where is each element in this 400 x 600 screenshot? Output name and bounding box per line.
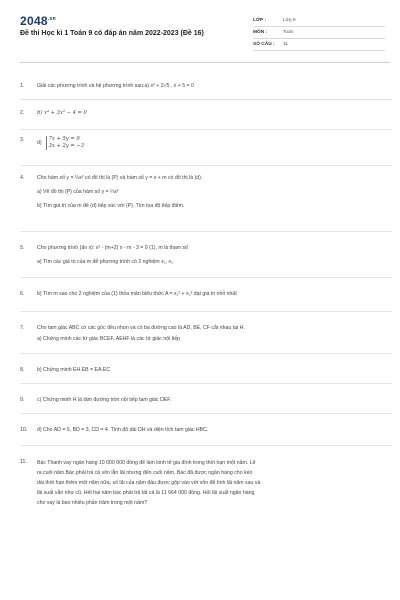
question-item	[20, 384, 392, 414]
meta-key: LỚP :	[253, 18, 267, 23]
question-text: b) x⁴ + 3x² − 4 = 0	[37, 110, 87, 116]
question-number: 2.	[20, 110, 25, 116]
meta-row-class	[253, 15, 385, 27]
question-text: a) Tìm các giá trị của m để phương trình có 2 nghiệm x₁, x₂	[37, 259, 173, 265]
question-item	[20, 76, 392, 100]
meta-key: SỐ CÂU :	[253, 42, 275, 47]
question-text: Cho tam giác ABC có các góc đều nhọn và có ba đường cao là AD, BE, CF cắt nhau tại H.	[37, 325, 245, 331]
question-number: 1.	[20, 83, 25, 89]
question-text: Bác Thanh vay ngân hàng 10 000 000 đồng để làm kinh tế gia đình trong thời hạn một năm. Lẽ	[37, 460, 256, 466]
logo-text: 2048	[20, 14, 48, 28]
meta-row-count	[253, 39, 385, 51]
question-text: lãi suất vẫn như cũ. Hết hai năm bác phải trả tất cả là 11 664 000 đồng. Hỏi lãi suất ngân hàng	[37, 490, 255, 496]
equation-line: 7x + 5y = 9	[48, 136, 80, 142]
question-number: 9.	[20, 397, 25, 403]
question-number: 10.	[20, 427, 28, 433]
question-item	[20, 232, 392, 278]
question-text: cho vay là bao nhiêu phần trăm trong một năm?	[37, 500, 148, 506]
question-item	[20, 312, 392, 354]
question-item	[20, 354, 392, 384]
equation-line: 3x + 2y = −3	[48, 143, 85, 149]
logo-suffix: .vn	[47, 16, 57, 22]
question-item	[20, 278, 392, 312]
question-number: 11.	[20, 459, 27, 465]
question-text: Giải các phương trình và hệ phương trình sau:a) x² + 2√5 . x + 5 = 0	[37, 83, 194, 89]
equation-system	[46, 136, 84, 150]
meta-value: Toán	[283, 30, 294, 35]
question-text: Cho phương trình (ẩn x): x² - (m+2) x - m - 3 = 0 (1), m là tham số	[37, 245, 189, 251]
meta-value: 11	[283, 42, 288, 47]
question-text: b) Chứng minh EH.EB = EA.EC	[37, 367, 111, 373]
meta-value: Lớp 9	[283, 18, 296, 23]
meta-row-subject	[253, 27, 385, 39]
meta-key: MÔN :	[253, 30, 268, 35]
question-text: c) Chứng minh H là tâm đường tròn nội tiếp tam giác DEF.	[37, 397, 172, 403]
question-number: 3.	[20, 137, 25, 143]
question-item	[20, 414, 392, 446]
question-text: ra cuối năm Bác phải trả cả vốn lẫn lãi nhưng đến cuối năm, Bác đã được ngân hàng cho kéo	[37, 470, 253, 476]
exam-meta-table	[253, 15, 385, 51]
question-item	[20, 130, 392, 166]
question-number: 7.	[20, 325, 25, 331]
question-number: 4.	[20, 175, 25, 181]
question-text: b) Tìm m sao cho 2 nghiệm của (1) thỏa mãn biểu thức A = x₁² + x₂² đạt giá trị nhỏ nhất	[37, 291, 237, 297]
question-text: a) Chứng minh các tứ giác BCEF, AEHF là các tứ giác nội tiếp	[37, 336, 181, 342]
exam-title: Đề thi Học kì 1 Toán 9 có đáp án năm 2022-2023 (Đề 16)	[20, 30, 204, 37]
question-text: b) Tìm giá trị của m để (d) tiếp xúc với (P). Tìm tọa độ tiếp điểm.	[37, 203, 185, 209]
site-logo[interactable]	[20, 14, 56, 28]
question-number: 6.	[20, 291, 25, 297]
question-item	[20, 446, 392, 522]
question-number: 8.	[20, 367, 25, 373]
question-text: a) Vẽ đồ thị (P) của hàm số y = ¼x²	[37, 189, 119, 195]
question-text: d) Cho AD = 5, BD = 3, CD = 4. Tính độ dài DH và diện tích tam giác HBC.	[37, 427, 209, 433]
question-part-label: d)	[37, 140, 42, 146]
page-header	[0, 0, 400, 60]
question-list	[20, 76, 392, 522]
question-number: 5.	[20, 245, 25, 251]
question-item	[20, 166, 392, 232]
question-text: Cho hàm số y = ¼x² có đồ thị là (P) và hàm số y = x + m có đồ thị là (d).	[37, 175, 203, 181]
header-divider	[20, 62, 390, 63]
question-item	[20, 100, 392, 130]
question-text: dài thời hạn thêm một năm nữa, số lãi của năm đầu được gộp vào với vốn để tính lãi năm sau và	[37, 480, 261, 486]
